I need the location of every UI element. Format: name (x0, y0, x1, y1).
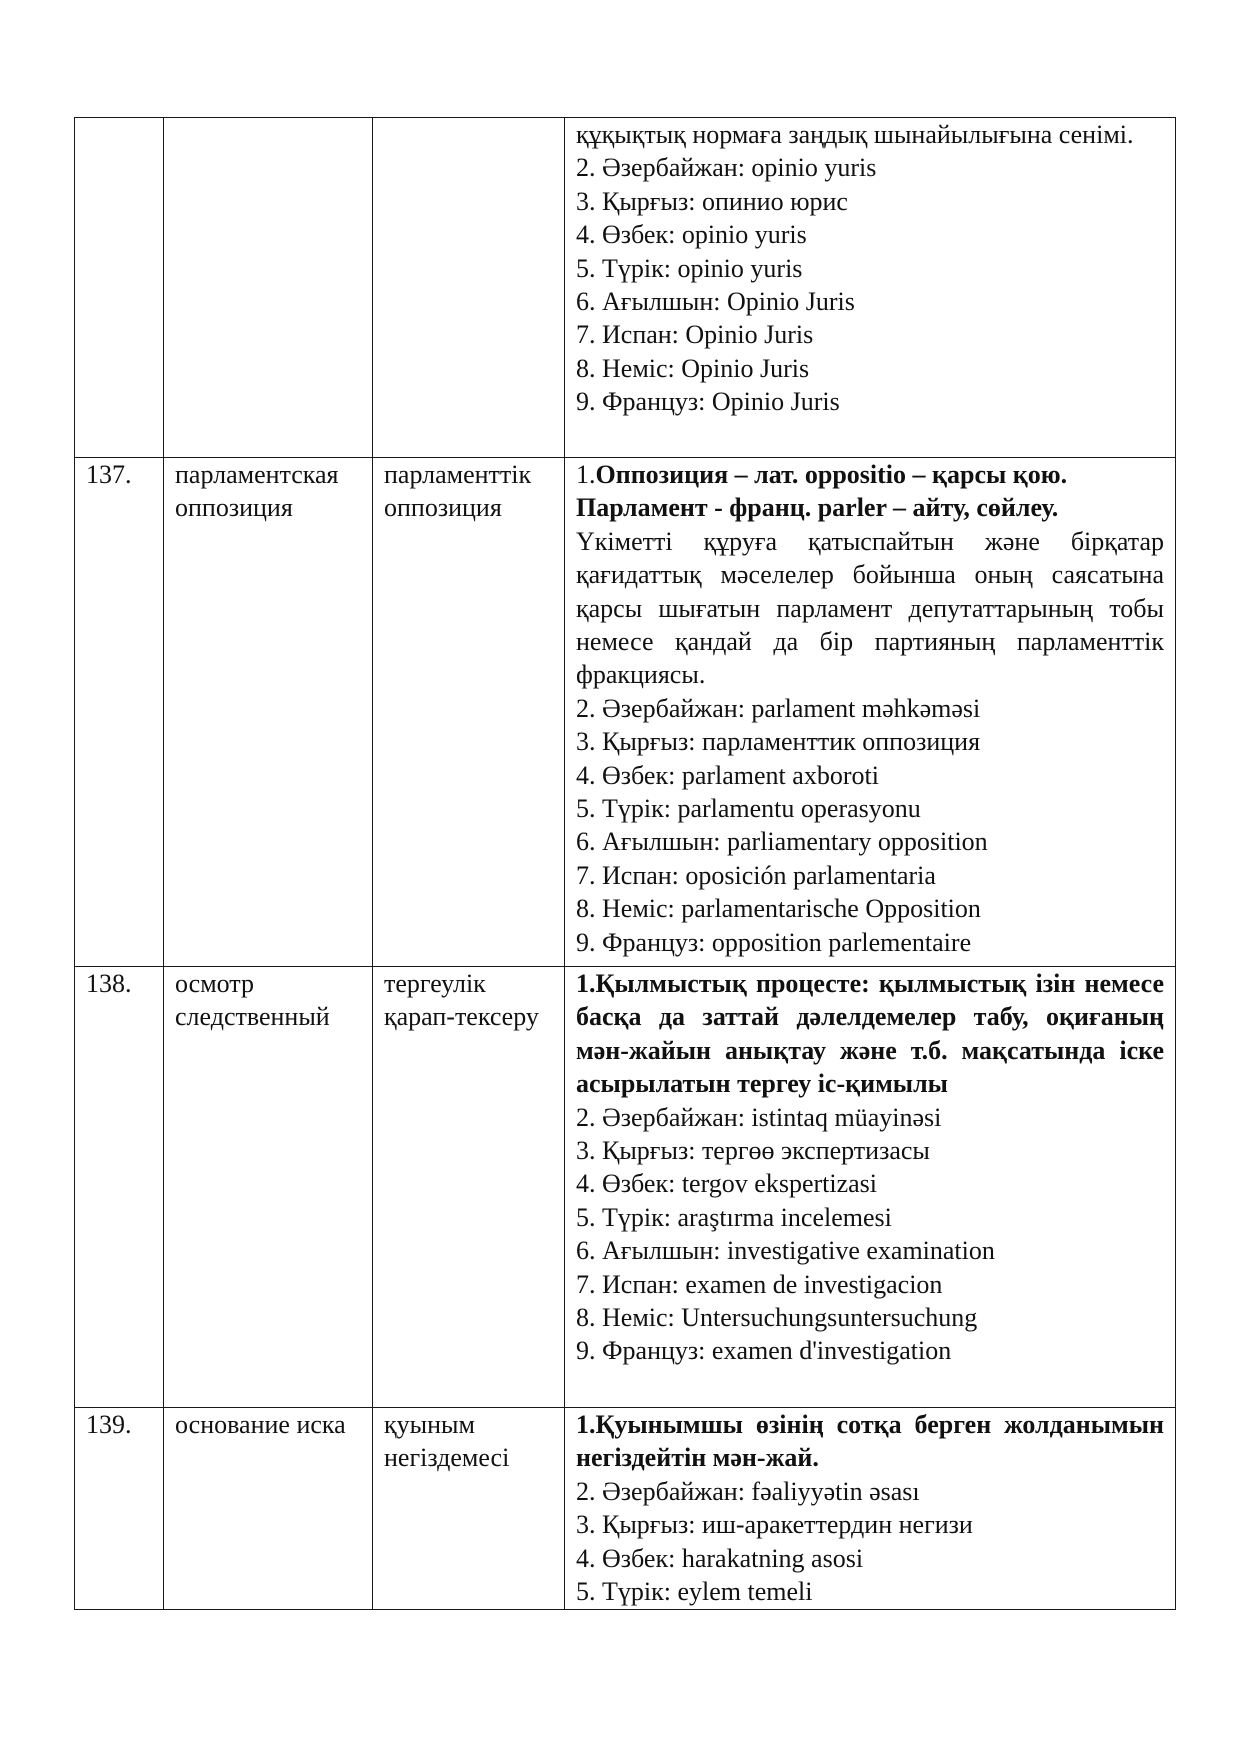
table-row (75, 967, 1176, 1408)
definition-cell (565, 118, 1176, 458)
kazakh-term: парламенттік оппозиция (373, 458, 565, 967)
definition-text: Үкіметті құруға қатыспайтын және бірқатар қағидаттық мәселелер бойынша оның саясатына қарсы шығатын парламент депутаттарының тобы немесе қандай да бір партияның парламенттік фракциясы. (576, 526, 1164, 690)
translation-line: 7. Испан: Opinio Juris (576, 320, 814, 350)
russian-term: основание иска (164, 1408, 373, 1610)
entry-number: 139. (75, 1408, 164, 1610)
translation-line: 2. Әзербайжан: istintaq müayinəsi (576, 1102, 942, 1132)
etymology-lead (576, 458, 1164, 525)
definition-text: 1.Қылмыстық процесте: қылмыстық ізін немесе басқа да заттай дәлелдемелер табу, оқиғаның мән-жайын анықтау және т.б. мақсатында іске асырылатын тергеу іс-қимылы (576, 969, 1164, 1099)
translation-line: 2. Әзербайжан: fəaliyyətin əsası (576, 1476, 920, 1506)
definition-cell (565, 458, 1176, 967)
definition-text: құқықтық нормаға заңдық шынайылығына сенімі. (576, 120, 1134, 149)
table-row (75, 118, 1176, 458)
entry-number: 138. (75, 967, 164, 1408)
translation-line: 5. Түрік: opinio yuris (576, 253, 803, 283)
kazakh-term: тергеулік қарап-тексеру (373, 967, 565, 1408)
translation-line: 8. Неміс: parlamentarische Opposition (576, 894, 981, 924)
translation-line: 4. Өзбек: opinio yuris (576, 220, 807, 250)
translation-line: 5. Түрік: parlamentu operasyonu (576, 794, 921, 824)
translation-line: 2. Әзербайжан: parlament məhkəməsi (576, 693, 981, 723)
kazakh-term: қуыным негіздемесі (373, 1408, 565, 1610)
translation-line: 3. Қырғыз: иш-аракеттердин негизи (576, 1510, 973, 1540)
translation-line: 5. Түрік: eylem temeli (576, 1577, 813, 1607)
translation-line: 9. Француз: examen d'investigation (576, 1336, 952, 1366)
entry-number: 137. (75, 458, 164, 967)
translation-line: 7. Испан: oposición parlamentaria (576, 860, 936, 890)
translation-line: 3. Қырғыз: парламенттик оппозиция (576, 727, 981, 757)
table-row (75, 458, 1176, 967)
russian-term: осмотр следственный (164, 967, 373, 1408)
lead-number: 1. (576, 460, 596, 489)
table-row (75, 1408, 1176, 1610)
translation-line: 8. Неміс: Opinio Juris (576, 353, 810, 383)
translation-line: 4. Өзбек: harakatning asosi (576, 1543, 864, 1573)
russian-term (164, 118, 373, 458)
translation-line: 6. Ағылшын: investigative examination (576, 1236, 995, 1266)
definition-cell (565, 1408, 1176, 1610)
definition-text: 1.Қуынымшы өзінің сотқа берген жолданымын негіздейтін мән-жай. (576, 1410, 1164, 1473)
translation-line: 7. Испан: examen de investigacion (576, 1269, 943, 1299)
translation-line: 6. Ағылшын: parliamentary opposition (576, 827, 988, 857)
entry-number (75, 118, 164, 458)
translation-line: 8. Неміс: Untersuchungsuntersuchung (576, 1303, 978, 1333)
translation-line: 6. Ағылшын: Opinio Juris (576, 287, 855, 317)
translation-line: 5. Түрік: araştırma incelemesi (576, 1202, 892, 1232)
russian-term: парламентская оппозиция (164, 458, 373, 967)
definition-cell (565, 967, 1176, 1408)
translation-line: 2. Әзербайжан: opinio yuris (576, 153, 877, 183)
translation-line: 3. Қырғыз: опинио юрис (576, 186, 848, 216)
translation-line: 9. Француз: opposition parlementaire (576, 927, 972, 957)
etymology-text: Оппозиция – лат. oppositio – қарсы қою. Парламент - франц. parler – айту, сөйлеу. (576, 460, 1068, 523)
translation-line: 9. Француз: Opinio Juris (576, 387, 840, 417)
kazakh-term (373, 118, 565, 458)
translation-line: 4. Өзбек: parlament axboroti (576, 760, 879, 790)
glossary-table (74, 117, 1176, 1610)
translation-line: 4. Өзбек: tergov ekspertizasi (576, 1169, 878, 1199)
translation-line: 3. Қырғыз: тергөө экспертизасы (576, 1136, 930, 1166)
